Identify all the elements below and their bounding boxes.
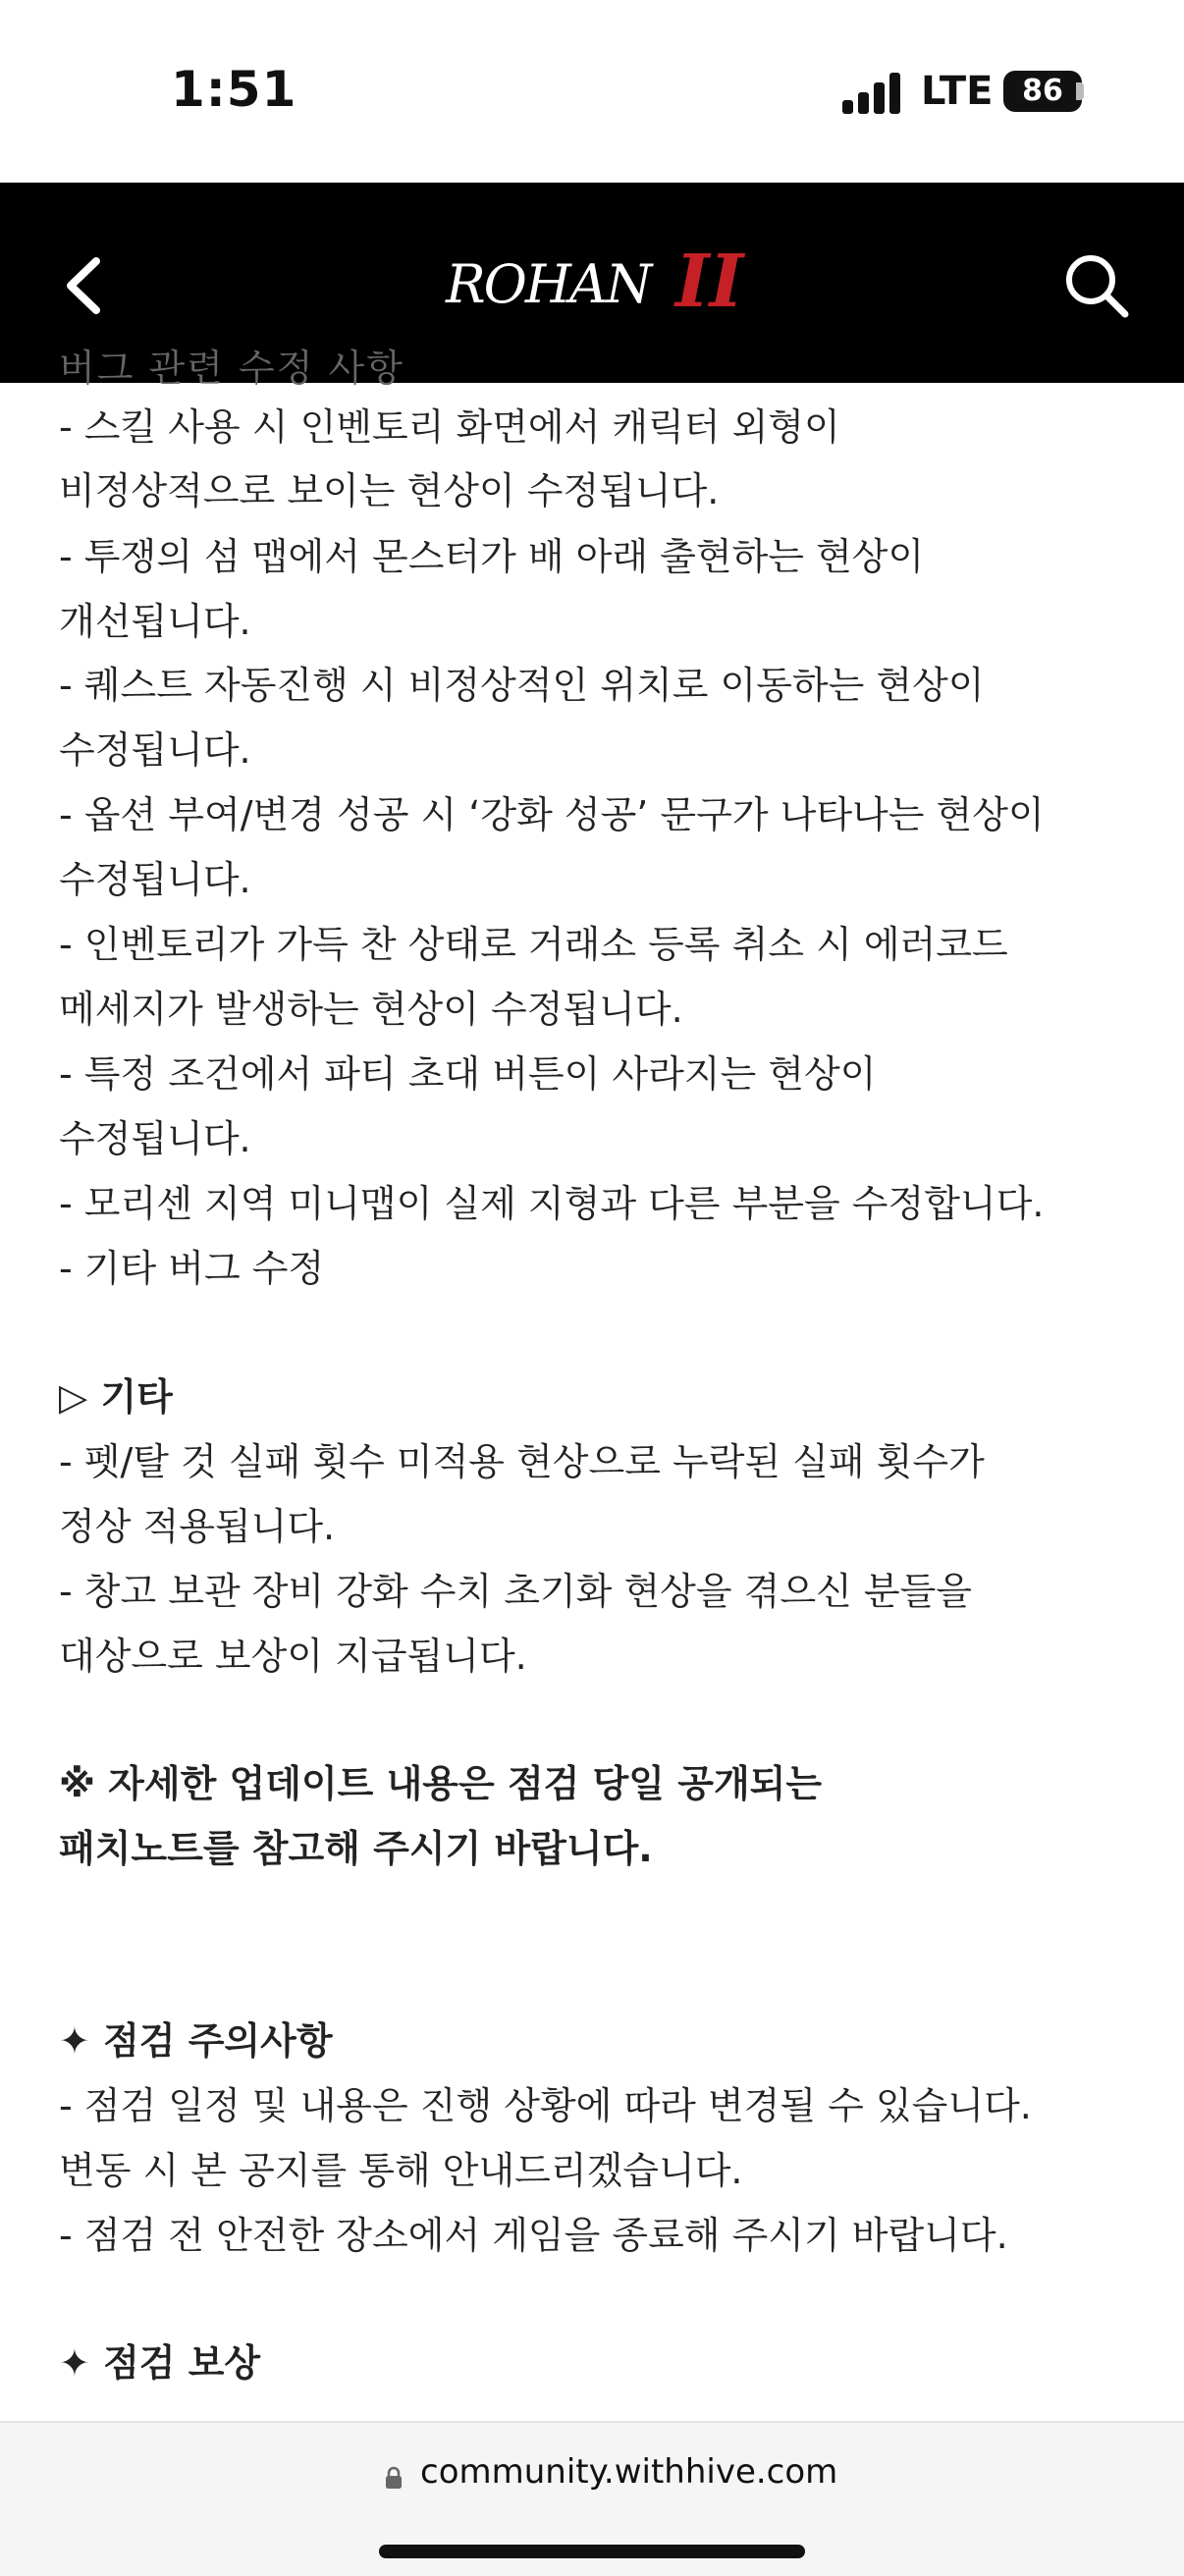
- url-text[interactable]: community.withhive.com: [420, 2452, 838, 2492]
- search-icon[interactable]: [1062, 251, 1131, 320]
- section-heading-reward: ✦ 점검 보상: [59, 2341, 261, 2385]
- body-line: 수정됩니다.: [59, 1117, 251, 1160]
- body-line: 대상으로 보상이 지급됩니다.: [59, 1635, 527, 1678]
- partial-heading: 버그 관련 수정 사항: [59, 347, 404, 390]
- section-heading-caution: ✦ 점검 주의사항: [59, 2019, 333, 2063]
- status-time: 1:51: [171, 61, 297, 118]
- body-line: - 투쟁의 섬 맵에서 몬스터가 배 아래 출현하는 현상이: [59, 535, 925, 578]
- chevron-left-icon[interactable]: [57, 251, 116, 320]
- notice-line: 패치노트를 참고해 주시기 바랍니다.: [59, 1827, 653, 1870]
- body-line: - 옵션 부여/변경 성공 시 ‘강화 성공’ 문구가 나타나는 현상이: [59, 793, 1045, 836]
- rohan-logo[interactable]: [446, 240, 744, 328]
- network-type: LTE: [921, 69, 994, 114]
- body-line: - 인벤토리가 가득 찬 상태로 거래소 등록 취소 시 에러코드: [59, 923, 1008, 966]
- body-line: - 퀘스트 자동진행 시 비정상적인 위치로 이동하는 현상이: [59, 664, 985, 707]
- signal-icon: [842, 71, 903, 114]
- body-line: - 기타 버그 수정: [59, 1247, 325, 1290]
- logo-numeral: II: [675, 240, 744, 324]
- body-line: - 점검 일정 및 내용은 진행 상황에 따라 변경될 수 있습니다.: [59, 2084, 1032, 2127]
- body-line: 개선됩니다.: [59, 600, 251, 643]
- body-line: - 모리센 지역 미니맵이 실제 지형과 다른 부분을 수정합니다.: [59, 1182, 1045, 1225]
- notice-line: ※ 자세한 업데이트 내용은 점검 당일 공개되는: [59, 1762, 823, 1805]
- battery-icon: [1003, 71, 1082, 112]
- body-line: - 특정 조건에서 파티 초대 버튼이 사라지는 현상이: [59, 1052, 877, 1096]
- status-bar: [0, 0, 1184, 183]
- home-indicator[interactable]: [379, 2545, 805, 2558]
- body-line: - 점검 전 안전한 장소에서 게임을 종료해 주시기 바랍니다.: [59, 2214, 1008, 2257]
- body-line: - 스킬 사용 시 인벤토리 화면에서 캐릭터 외형이: [59, 405, 840, 449]
- body-line: 비정상적으로 보이는 현상이 수정됩니다.: [59, 469, 720, 512]
- body-line: 변동 시 본 공지를 통해 안내드리겠습니다.: [59, 2149, 743, 2192]
- body-line: 수정됩니다.: [59, 728, 251, 772]
- browser-url-bar[interactable]: [0, 2421, 1184, 2576]
- battery-level: 86: [1022, 74, 1063, 108]
- body-line: 메세지가 발생하는 현상이 수정됩니다.: [59, 988, 683, 1031]
- lock-icon: [385, 2466, 403, 2490]
- body-line: 수정됩니다.: [59, 858, 251, 901]
- notice-body: [0, 347, 1184, 2421]
- battery-nub: [1076, 82, 1084, 100]
- section-heading-etc: ▷ 기타: [59, 1375, 173, 1419]
- body-line: 정상 적용됩니다.: [59, 1505, 336, 1548]
- body-line: - 펫/탈 것 실패 횟수 미적용 현상으로 누락된 실패 횟수가: [59, 1440, 985, 1483]
- logo-text: ROHAN: [446, 253, 651, 315]
- body-line: - 창고 보관 장비 강화 수치 초기화 현상을 겪으신 분들을: [59, 1570, 973, 1613]
